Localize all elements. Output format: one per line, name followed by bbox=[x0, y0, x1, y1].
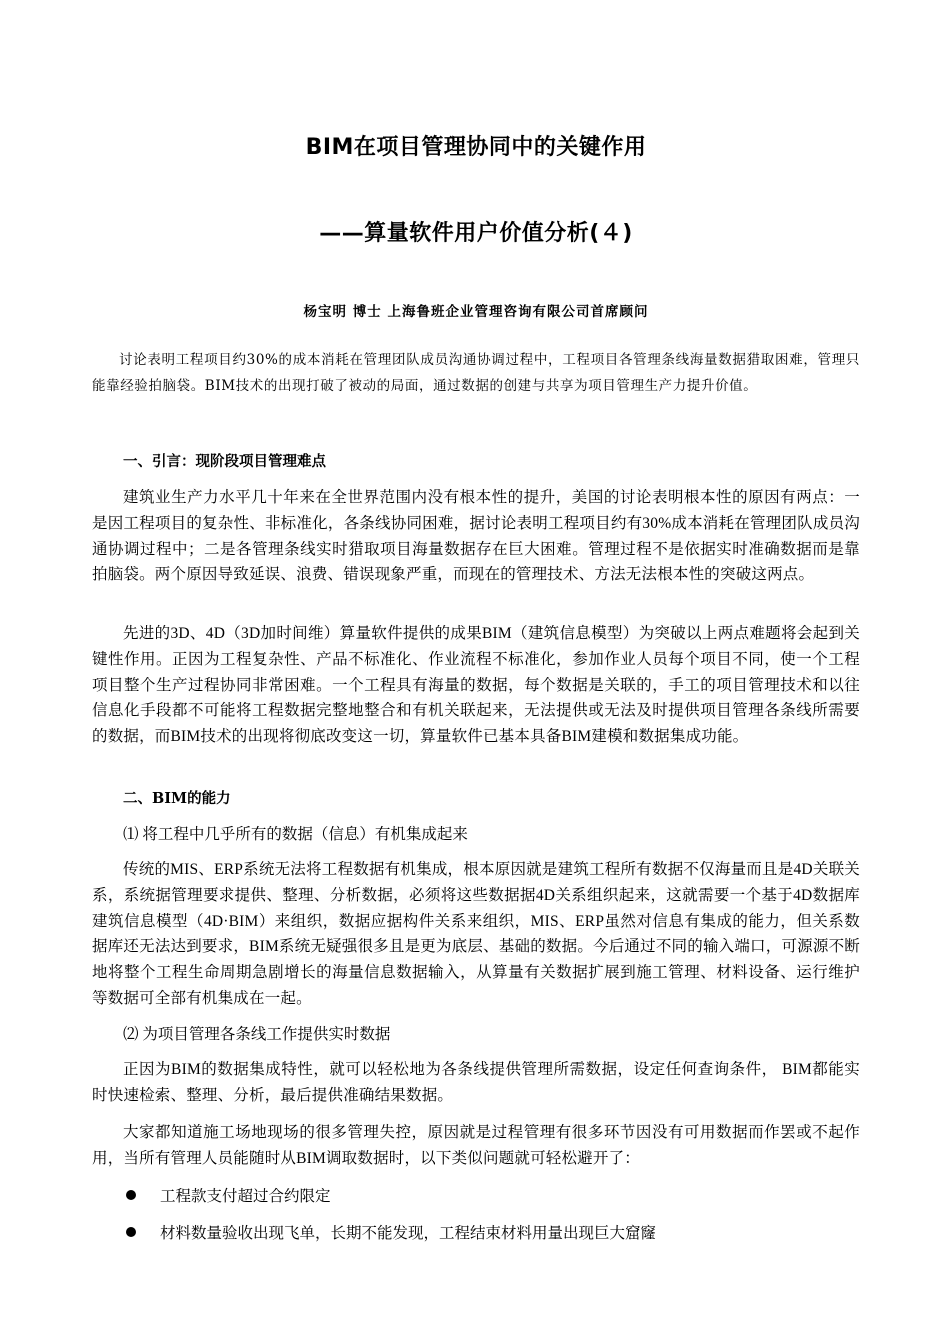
paragraph: 正因为BIM的数据集成特性，就可以轻松地为各条线提供管理所需数据，设定任何查询条件， BIM都能实时快速检索、整理、分析，最后提供准确结果数据。 bbox=[92, 1061, 860, 1104]
bullet-dot-icon bbox=[126, 1190, 136, 1200]
bullet-item bbox=[126, 1184, 331, 1206]
document-title: BIM在项目管理协同中的关键作用 bbox=[305, 135, 647, 160]
section-heading-intro: 一、引言：现阶段项目管理难点 bbox=[123, 453, 326, 470]
bullet-dot-icon bbox=[126, 1227, 136, 1237]
paragraph: 建筑业生产力水平几十年来在全世界范围内没有根本性的提升，美国的讨论表明根本性的原因有两点：一是因工程项目的复杂性、非标准化，各条线协同困难，据讨论表明工程项目约有30%成本消耗在管理团队成员沟通协调过程中；二是各管理条线实时猎取项目海量数据存在巨大困难。管理过程不是依据实时准确数据而是靠拍脑袋。两个原因导致延误、浪费、错误现象严重，而现在的管理技术、方法无法根本性的突破这两点。 bbox=[92, 489, 860, 584]
paragraph: 先进的3D、4D（3D加时间维）算量软件提供的成果BIM（建筑信息模型）为突破以上两点难题将会起到关键性作用。正因为工程复杂性、产品不标准化、作业流程不标准化，参加作业人员每个项目不同，使一个工程项目整个生产过程协同非常困难。一个工程具有海量的数据，每个数据是关联的，手工的项目管理技术和以往信息化手段都不可能将工程数据完整地整合和有机关联起来，无法提供或无法及时提供项目管理各条线所需要的数据，而BIM技术的出现将彻底改变这一切，算量软件已基本具备BIM建模和数据集成功能。 bbox=[92, 625, 860, 746]
subsection-label: ⑵ 为项目管理各条线工作提供实时数据 bbox=[123, 1026, 391, 1043]
bullet-item bbox=[126, 1221, 656, 1243]
bullet-text: 工程款支付超过合约限定 bbox=[160, 1188, 331, 1205]
abstract: 讨论表明工程项目约30%的成本消耗在管理团队成员沟通协调过程中，工程项目各管理条线海量数据猎取困难，管理只能靠经验拍脑袋。BIM技术的出现打破了被动的局面，通过数据的创建与共享为项目管理生产力提升价值。 bbox=[92, 352, 860, 394]
document-subtitle: ——算量软件用户价值分析(４) bbox=[319, 221, 633, 246]
bullet-text: 材料数量验收出现飞单，长期不能发现，工程结束材料用量出现巨大窟窿 bbox=[160, 1225, 657, 1242]
subsection-label: ⑴ 将工程中几乎所有的数据（信息）有机集成起来 bbox=[123, 826, 468, 843]
section-heading-bim-capability: 二、BIM的能力 bbox=[123, 790, 231, 807]
paragraph: 大家都知道施工场地现场的很多管理失控，原因就是过程管理有很多环节因没有可用数据而作罢或不起作用，当所有管理人员能随时从BIM调取数据时，以下类似问题就可轻松避开了： bbox=[92, 1124, 860, 1167]
author-line: 杨宝明 博士 上海鲁班企业管理咨询有限公司首席顾问 bbox=[303, 304, 649, 320]
paragraph: 传统的MIS、ERP系统无法将工程数据有机集成，根本原因就是建筑工程所有数据不仅海量而且是4D关联关系，系统据管理要求提供、整理、分析数据，必须将这些数据据4D关系组织起来，这就需要一个基于4D数据库建筑信息模型（4D·BIM）来组织，数据应据构件关系来组织，MIS、ERP虽然对信息有集成的能力，但关系数据库还无法达到要求，BIM系统无疑强很多且是更为底层、基础的数据。今后通过不同的输入端口，可源源不断地将整个工程生命周期急剧增长的海量信息数据输入，从算量有关数据扩展到施工管理、材料设备、运行维护等数据可全部有机集成在一起。 bbox=[92, 861, 860, 1007]
